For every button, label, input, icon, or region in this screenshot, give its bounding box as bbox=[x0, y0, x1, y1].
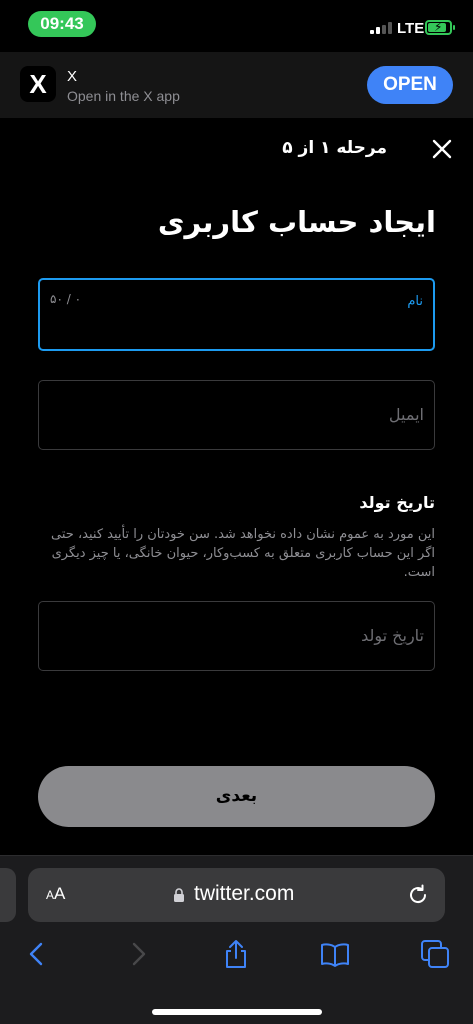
reader-options-button[interactable]: AA bbox=[46, 884, 66, 903]
charging-bolt-icon: ⚡ bbox=[434, 20, 443, 34]
email-field[interactable] bbox=[38, 380, 435, 450]
open-app-button[interactable]: OPEN bbox=[367, 66, 453, 104]
signal-bar bbox=[376, 27, 380, 34]
dob-field[interactable] bbox=[38, 601, 435, 671]
back-icon[interactable] bbox=[21, 938, 53, 970]
bookmarks-icon[interactable] bbox=[319, 938, 351, 970]
status-bar bbox=[0, 0, 473, 52]
dob-heading: تاریخ تولد bbox=[359, 493, 435, 512]
url-text: twitter.com bbox=[194, 882, 295, 905]
share-icon[interactable] bbox=[220, 938, 252, 970]
x-logo-icon: X bbox=[20, 66, 56, 102]
network-type: LTE bbox=[397, 20, 425, 37]
lock-icon bbox=[173, 887, 185, 903]
address-bar[interactable] bbox=[28, 868, 445, 922]
smart-app-banner bbox=[0, 52, 473, 118]
status-time: 09:43 bbox=[28, 11, 96, 37]
banner-app-name: X bbox=[67, 68, 78, 85]
signal-bar bbox=[370, 30, 374, 34]
home-indicator bbox=[152, 1009, 322, 1015]
forward-icon[interactable] bbox=[122, 938, 154, 970]
tabs-icon[interactable] bbox=[419, 938, 451, 970]
close-icon[interactable] bbox=[428, 135, 456, 163]
page-title: ایجاد حساب کاربری bbox=[157, 205, 436, 239]
signal-bar bbox=[388, 22, 392, 34]
banner-subtitle: Open in the X app bbox=[67, 88, 180, 104]
name-char-counter: ۰ / ۵۰ bbox=[50, 292, 82, 306]
step-indicator: مرحله ۱ از ۵ bbox=[282, 138, 387, 158]
email-placeholder: ایمیل bbox=[388, 405, 424, 424]
browser-toolbar bbox=[0, 855, 473, 1024]
name-field[interactable] bbox=[38, 278, 435, 351]
battery-icon bbox=[425, 20, 452, 35]
cellular-signal-icon bbox=[370, 22, 392, 34]
signal-bar bbox=[382, 25, 386, 34]
dob-description: این مورد به عموم نشان داده نخواهد شد. سن خودتان را تأیید کنید، حتی اگر این حساب کاربری متعلق به کسب‌وکار، حیوان خانگی، یا چیز دیگری است. bbox=[51, 527, 435, 580]
reload-icon[interactable] bbox=[406, 883, 430, 907]
previous-tab-preview[interactable] bbox=[0, 868, 16, 922]
next-button[interactable]: بعدی bbox=[38, 766, 435, 827]
name-label: نام bbox=[407, 294, 423, 309]
dob-placeholder: تاریخ تولد bbox=[361, 626, 424, 645]
